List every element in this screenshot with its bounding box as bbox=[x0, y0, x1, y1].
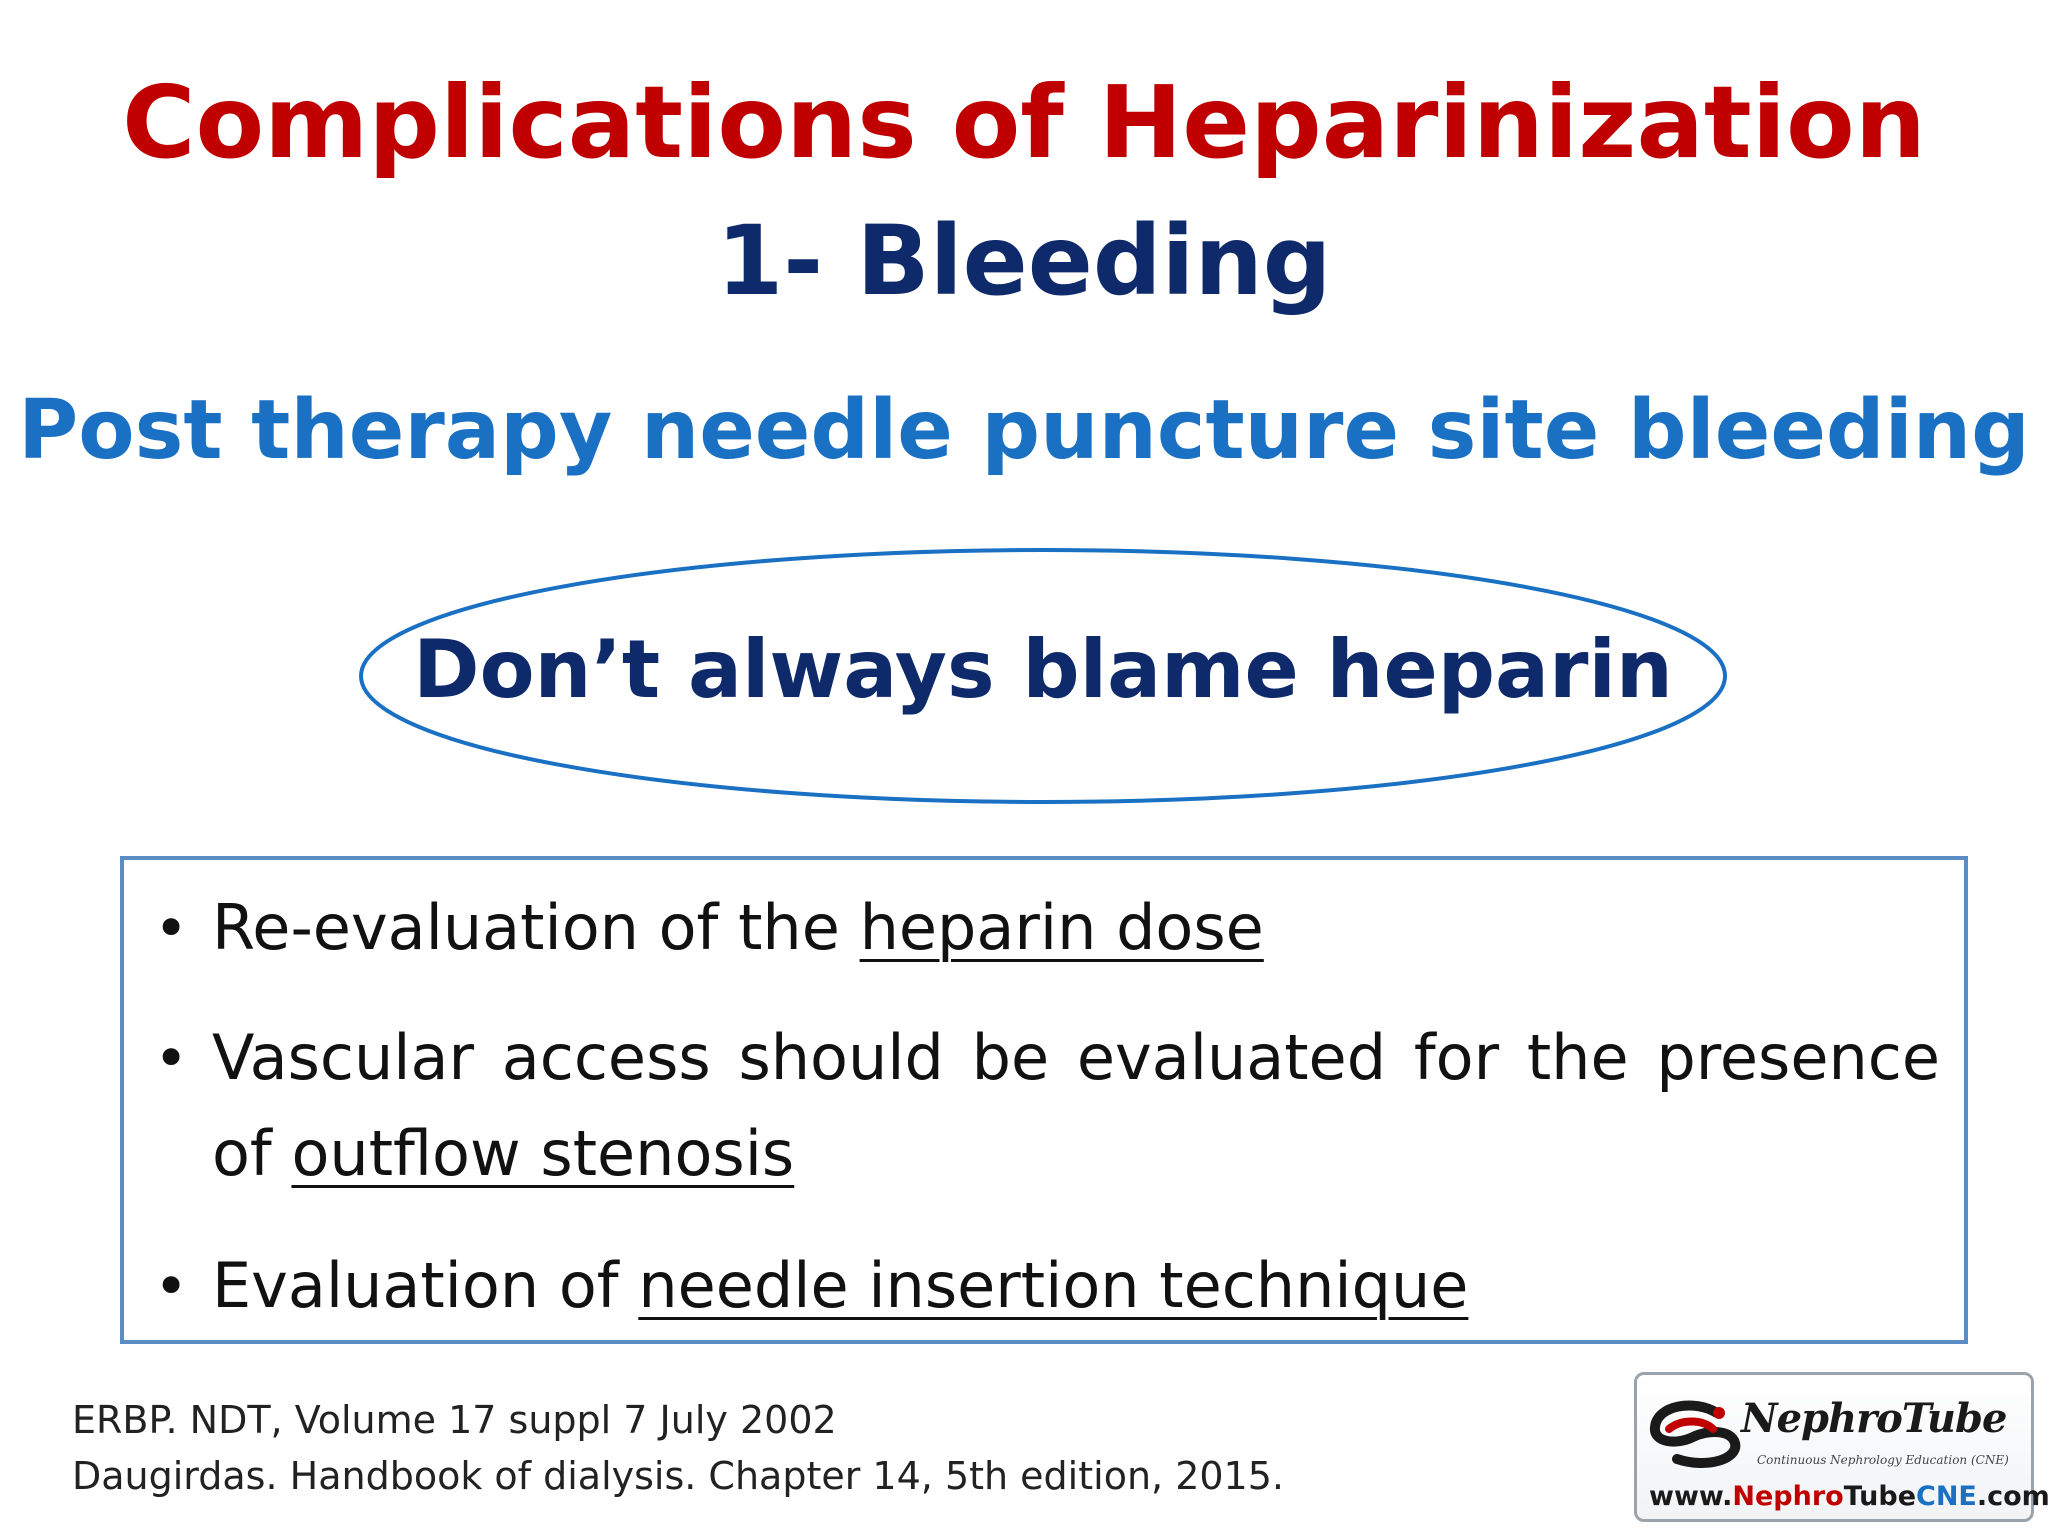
callout-ellipse bbox=[356, 545, 1730, 807]
bullet-icon: • bbox=[154, 1252, 189, 1320]
logo-url-nephro: Nephro bbox=[1732, 1481, 1844, 1512]
nephrotube-swirl-icon bbox=[1647, 1399, 1743, 1469]
bullet-underlined-text: heparin dose bbox=[859, 891, 1264, 964]
bullet-icon: • bbox=[154, 894, 189, 962]
bullet-text: Re-evaluation of the bbox=[212, 891, 860, 964]
logo-brand: NephroTube bbox=[1741, 1395, 2007, 1442]
nephrotube-logo[interactable] bbox=[1634, 1372, 2050, 1522]
bullet-list bbox=[144, 880, 1940, 1334]
bullet-box bbox=[120, 856, 1968, 1344]
reference-line: ERBP. NDT, Volume 17 suppl 7 July 2002 bbox=[72, 1398, 837, 1442]
logo-url-suffix: .com bbox=[1976, 1481, 2050, 1512]
bullet-underlined-text: outflow stenosis bbox=[291, 1117, 795, 1190]
bullet-text: Vascular access should be evaluated for the presence of bbox=[212, 1021, 1940, 1190]
bullet-icon: • bbox=[154, 1024, 189, 1092]
reference-line: Daugirdas. Handbook of dialysis. Chapter 14, 5th edition, 2015. bbox=[72, 1454, 1284, 1498]
logo-tagline: Continuous Nephrology Education (CNE) bbox=[1757, 1453, 2009, 1467]
bullet-underlined-text: needle insertion technique bbox=[638, 1249, 1469, 1322]
callout-text: Don’t always blame heparin bbox=[413, 623, 1673, 716]
references bbox=[72, 1392, 1284, 1504]
bullet-item bbox=[144, 1238, 1940, 1334]
logo-url-tube: Tube bbox=[1843, 1481, 1917, 1512]
logo-url-prefix: www. bbox=[1649, 1481, 1733, 1512]
logo-url-cne: CNE bbox=[1916, 1481, 1977, 1512]
logo-url[interactable] bbox=[1649, 1481, 2050, 1512]
bullet-text: Evaluation of bbox=[212, 1249, 639, 1322]
slide-topic: Post therapy needle puncture site bleeding bbox=[18, 383, 2030, 478]
bullet-item bbox=[144, 1010, 1940, 1202]
bullet-item bbox=[144, 880, 1940, 976]
slide-title: Complications of Heparinization bbox=[122, 64, 1926, 181]
slide-subtitle: 1- Bleeding bbox=[716, 205, 1332, 317]
